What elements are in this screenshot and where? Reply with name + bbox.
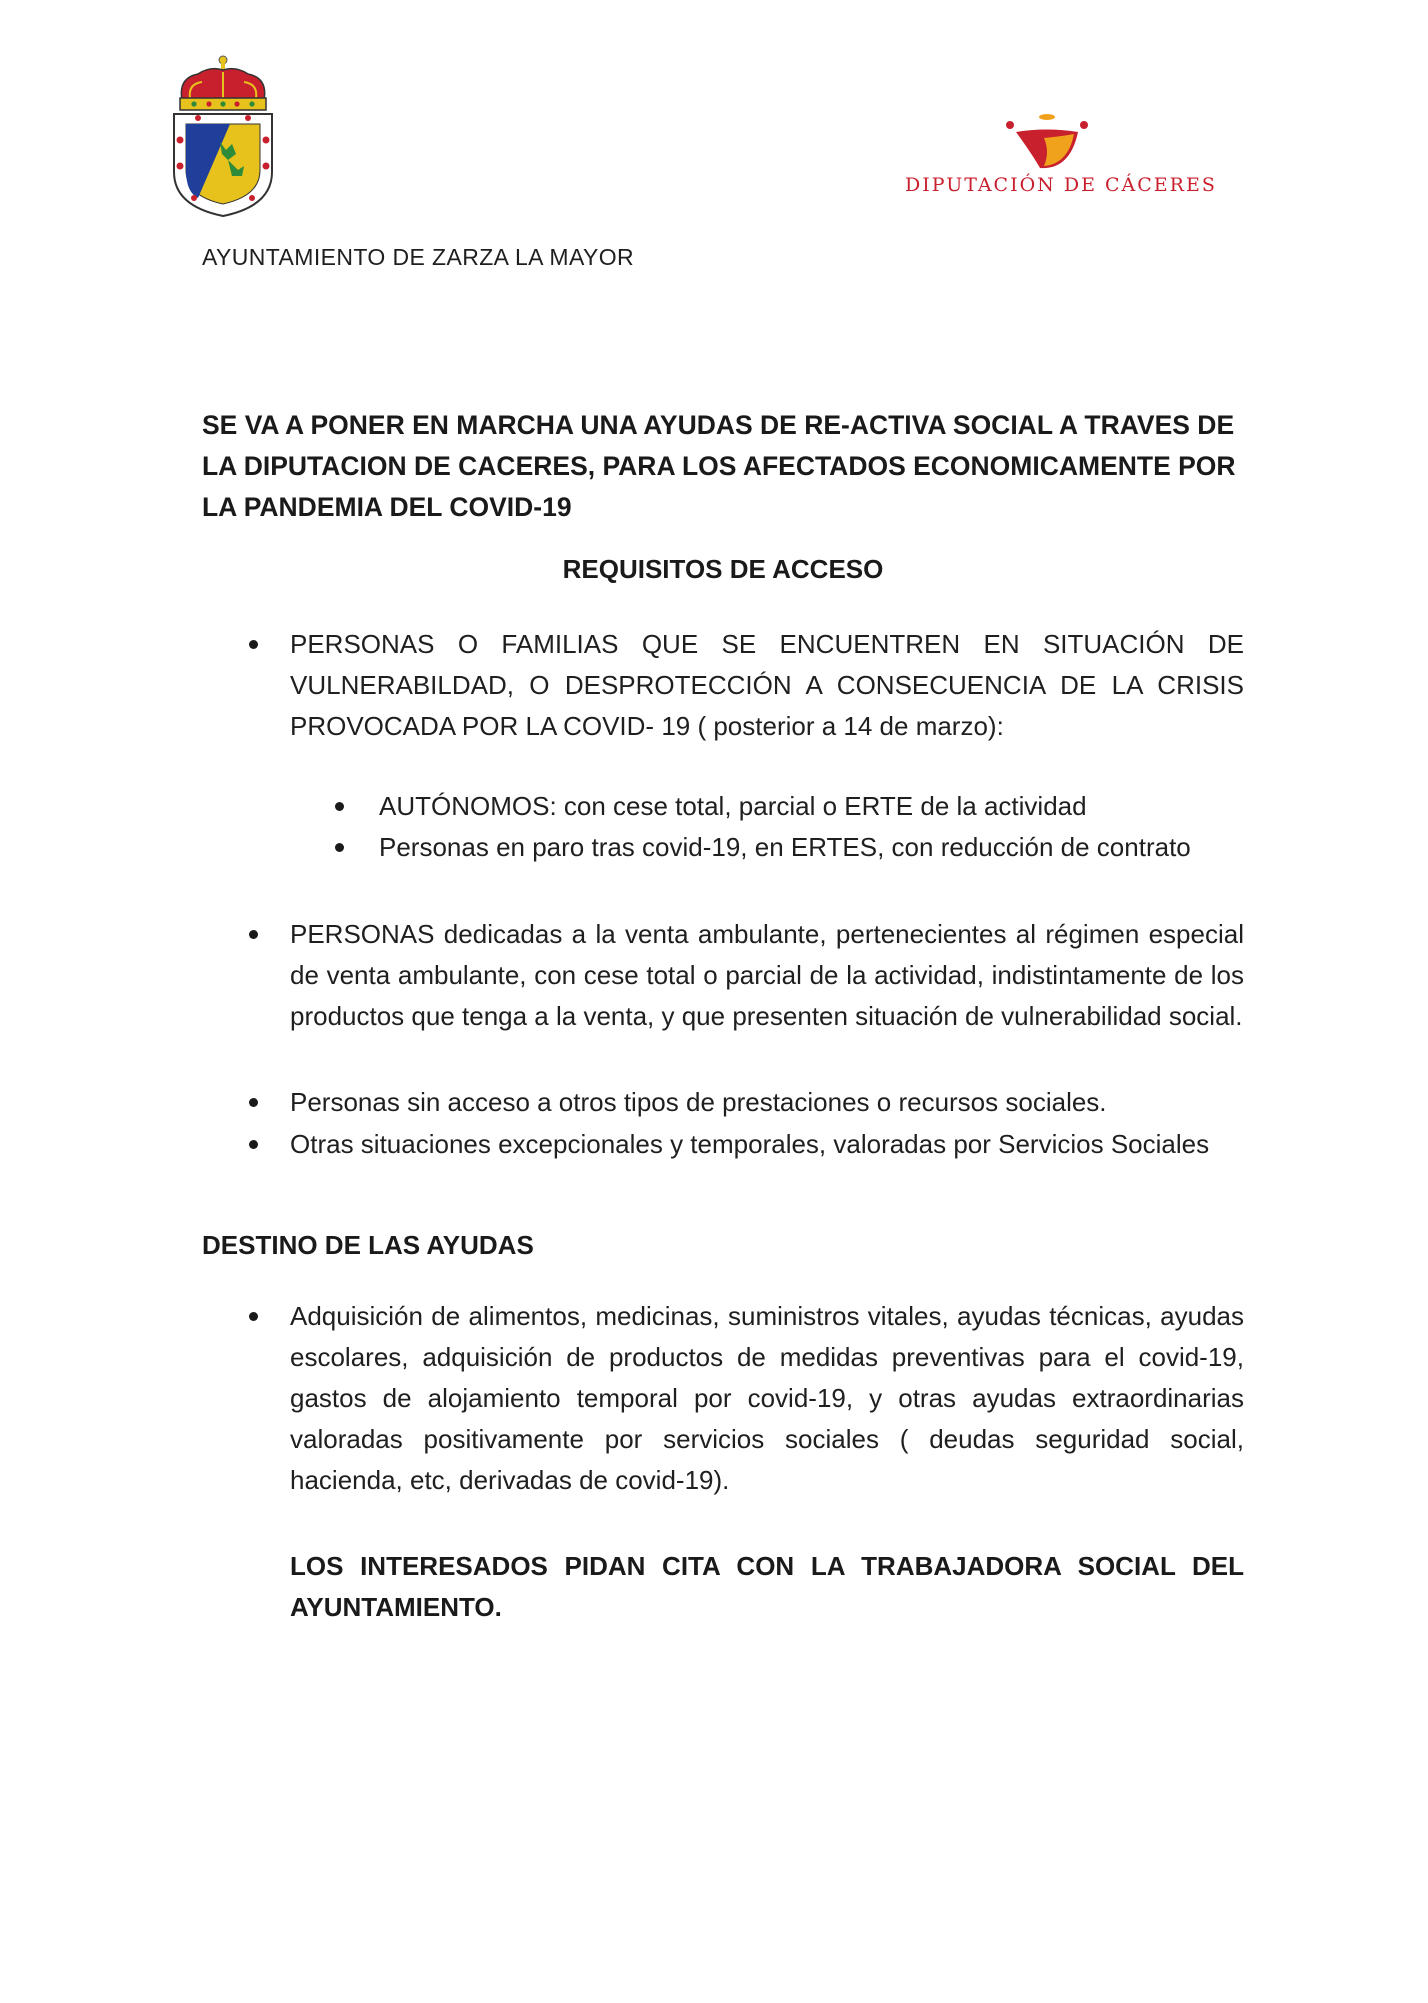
list-item xyxy=(202,1296,1244,1501)
sub-requisito-paro: Personas en paro tras covid-19, en ERTES, con reducción de contrato xyxy=(379,832,1191,862)
bullet-icon xyxy=(249,930,258,939)
diputacion-logo-icon xyxy=(1004,112,1090,174)
bullet-icon xyxy=(249,1140,258,1149)
bullet-icon xyxy=(249,1098,258,1107)
announcement-headline: SE VA A PONER EN MARCHA UNA AYUDAS DE RE-ACTIVA SOCIAL A TRAVES DE LA DIPUTACION DE CACERES, PARA LOS AFECTADOS ECONOMICAMENTE POR LA PANDEMIA DEL COVID-19 xyxy=(202,410,1236,522)
municipality-name: AYUNTAMIENTO DE ZARZA LA MAYOR xyxy=(202,244,635,270)
requisito-otras-situaciones: Otras situaciones excepcionales y temporales, valoradas por Servicios Sociales xyxy=(290,1129,1210,1159)
sub-list xyxy=(202,786,1244,868)
bullet-icon xyxy=(335,802,344,811)
list-item xyxy=(202,786,1244,827)
list-item xyxy=(202,1082,1244,1123)
bullet-icon xyxy=(249,1312,258,1321)
list-item xyxy=(202,914,1244,1037)
municipal-crest-logo xyxy=(168,52,278,218)
requisitos-heading: REQUISITOS DE ACCESO xyxy=(562,554,884,584)
list-item xyxy=(202,1124,1244,1165)
sub-requisito-autonomos: AUTÓNOMOS: con cese total, parcial o ERTE de la actividad xyxy=(379,791,1087,821)
bullet-icon xyxy=(249,640,258,649)
list-item xyxy=(202,624,1244,747)
diputacion-name: DIPUTACIÓN DE CÁCERES xyxy=(905,174,1217,196)
requisito-personas-familias: PERSONAS O FAMILIAS QUE SE ENCUENTREN EN SITUACIÓN DE VULNERABILDAD, O DESPROTECCIÓN A CONSECUENCIA DE LA CRISIS PROVOCADA POR LA COVID- 19 ( posterior a 14 de marzo): xyxy=(290,629,1244,741)
call-to-action: LOS INTERESADOS PIDAN CITA CON LA TRABAJADORA SOCIAL DEL AYUNTAMIENTO. xyxy=(290,1551,1244,1622)
list-item xyxy=(202,827,1244,868)
destino-heading: DESTINO DE LAS AYUDAS xyxy=(202,1230,534,1260)
requisito-sin-acceso: Personas sin acceso a otros tipos de prestaciones o recursos sociales. xyxy=(290,1087,1107,1117)
bullet-icon xyxy=(335,843,344,852)
destino-adquisicion: Adquisición de alimentos, medicinas, suministros vitales, ayudas técnicas, ayudas escolares, adquisición de productos de medidas preventivas para el covid-19, gastos de alojamiento temporal por covid-19, y otras ayudas extraordinarias valoradas positivamente por servicios sociales ( deudas seguridad social, hacienda, etc, derivadas de covid-19). xyxy=(290,1301,1244,1495)
requisito-venta-ambulante: PERSONAS dedicadas a la venta ambulante, pertenecientes al régimen especial de venta ambulante, con cese total o parcial de la actividad, indistintamente de los productos que tenga a la venta, y que presenten situación de vulnerabilidad social. xyxy=(290,919,1244,1031)
